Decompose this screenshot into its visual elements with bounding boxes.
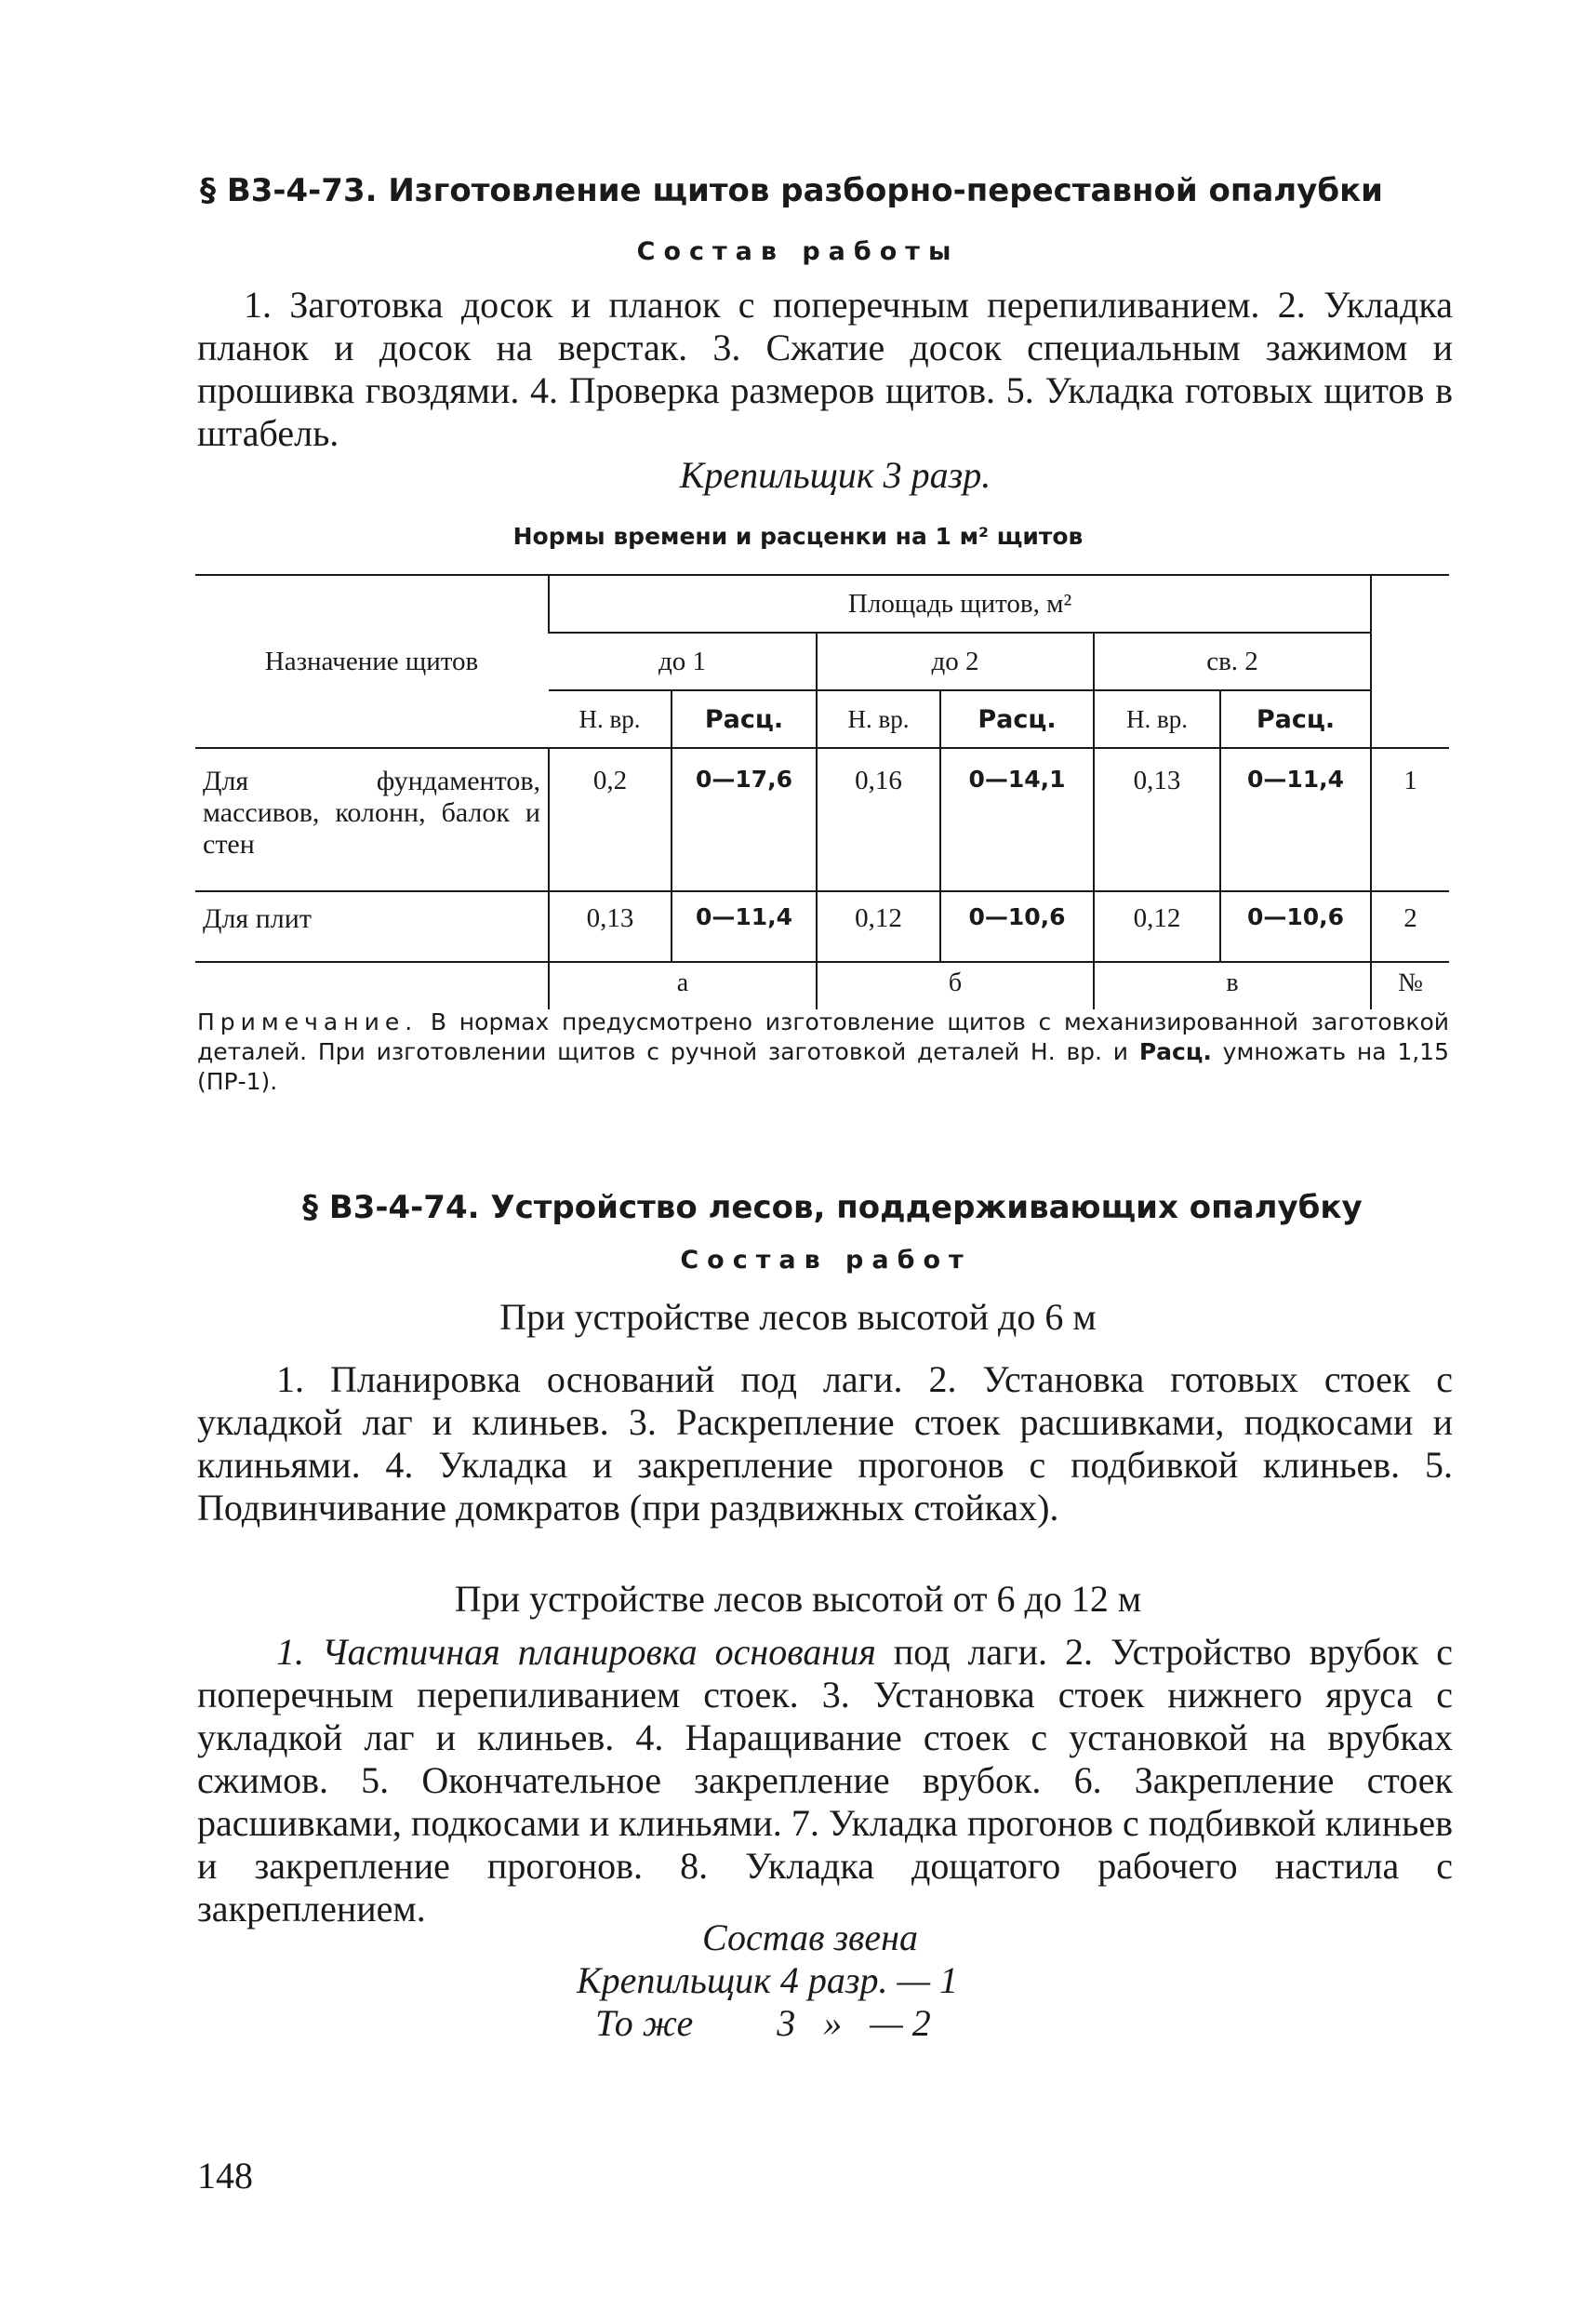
sub-header-rate: Расц. <box>672 690 817 748</box>
sub-header-rate: Расц. <box>1220 690 1371 748</box>
sub-header-time: Н. вр. <box>817 690 940 748</box>
cell-time: 0,13 <box>1094 748 1220 891</box>
footer-index: в <box>1094 962 1371 1009</box>
subheading-height-12: При устройстве лесов высотой от 6 до 12 м <box>454 1578 1142 1620</box>
work-description: 1. Планировка оснований под лаги. 2. Установка готовых стоек с укладкой лаг и клиньев. 3. Раскрепление стоек расшивками, подкосами и клиньями. 4. Укладка и закрепление прогонов с подбивкой клиньев. 5. Подвинчивание домкратов (при раздвижных стойках). <box>197 1358 1453 1529</box>
crew-line: То же 3 » — 2 <box>595 2002 931 2044</box>
row-number: 1 <box>1371 748 1449 891</box>
section-title: § В3-4-74. Устройство лесов, поддерживающих опалубку <box>302 1189 1363 1226</box>
page-number: 148 <box>197 2155 253 2197</box>
table-note <box>197 1008 1449 1097</box>
work-composition-heading: Состав работ <box>680 1246 972 1275</box>
sub-header-rate: Расц. <box>940 690 1094 748</box>
note-lead: Примечание. <box>197 1008 419 1035</box>
cell-rate: 0—17,6 <box>672 748 817 891</box>
footer-index: № <box>1371 962 1449 1009</box>
subheading-height-6: При устройстве лесов высотой до 6 м <box>499 1296 1097 1338</box>
table-row <box>195 748 1449 891</box>
crew-line: Крепильщик 4 разр. — 1 <box>577 1959 959 2001</box>
cell-time: 0,12 <box>817 891 940 962</box>
work-description: 1. Заготовка досок и планок с поперечным перепиливанием. 2. Укладка планок и досок на верстак. 3. Сжатие досок специальным зажимом и прошивка гвоздями. 4. Проверка размеров щитов. 5. Укладка готовых щитов в штабель. <box>197 284 1453 454</box>
row-number: 2 <box>1371 891 1449 962</box>
footer-index: а <box>549 962 817 1009</box>
cell-rate: 0—14,1 <box>940 748 1094 891</box>
table-caption: Нормы времени и расценки на 1 м² щитов <box>512 523 1084 550</box>
worker-grade: Крепильщик 3 разр. <box>679 454 991 496</box>
col-header-empty <box>1371 690 1449 748</box>
col-header-purpose: Назначение щитов <box>195 575 549 748</box>
col-header-area: Площадь щитов, м² <box>549 575 1371 633</box>
table-footer-row <box>195 962 1449 1009</box>
footer-empty <box>195 962 549 1009</box>
crew-block <box>577 1916 958 2045</box>
note-bold: Расц. <box>1138 1038 1212 1065</box>
work-composition-heading: Состав работы <box>636 237 960 266</box>
row-label: Для плит <box>195 891 549 962</box>
sub-header-time: Н. вр. <box>549 690 672 748</box>
col-header-empty <box>1371 633 1449 690</box>
section-title: § В3-4-73. Изготовление щитов разборно-переставной опалубки <box>200 172 1383 209</box>
text-fragment: под лаги. 2. Устройство врубок с поперечным перепиливанием стоек. 3. Установка стоек нижнего яруса с укладкой лаг и клиньев. 4. Наращивание стоек с установкой на врубках сжимов. 5. Окончательное закрепление врубок. 6. Закрепление стоек расшивками, подкосами и клиньями. 7. Укладка прогонов с подбивкой клиньев и закрепление прогонов. 8. Укладка дощатого рабочего настила с закреплением. <box>197 1631 1453 1929</box>
cell-time: 0,13 <box>549 891 672 962</box>
cell-rate: 0—11,4 <box>1220 748 1371 891</box>
footer-index: б <box>817 962 1094 1009</box>
cell-time: 0,12 <box>1094 891 1220 962</box>
note-text: умножать на 1,15 (ПР-1). <box>197 1038 1449 1095</box>
group-header: св. 2 <box>1094 633 1371 690</box>
norms-table <box>195 574 1449 1009</box>
crew-heading: Состав звена <box>702 1916 919 1958</box>
row-label: Для фундаментов, массивов, колонн, балок и стен <box>203 766 540 860</box>
italic-fragment: 1. Частичная планировка основания <box>276 1631 876 1673</box>
cell-time: 0,16 <box>817 748 940 891</box>
col-header-empty <box>1371 575 1449 633</box>
group-header: до 1 <box>549 633 817 690</box>
group-header: до 2 <box>817 633 1094 690</box>
note-text: В нормах предусмотрено изготовление щитов с механизированной заготовкой деталей. При изготовлении щитов с ручной заготовкой деталей Н. вр. и <box>197 1008 1449 1065</box>
sub-header-time: Н. вр. <box>1094 690 1220 748</box>
cell-time: 0,2 <box>549 748 672 891</box>
cell-rate: 0—10,6 <box>1220 891 1371 962</box>
cell-rate: 0—10,6 <box>940 891 1094 962</box>
work-description <box>197 1631 1453 1930</box>
cell-rate: 0—11,4 <box>672 891 817 962</box>
table-row <box>195 891 1449 962</box>
